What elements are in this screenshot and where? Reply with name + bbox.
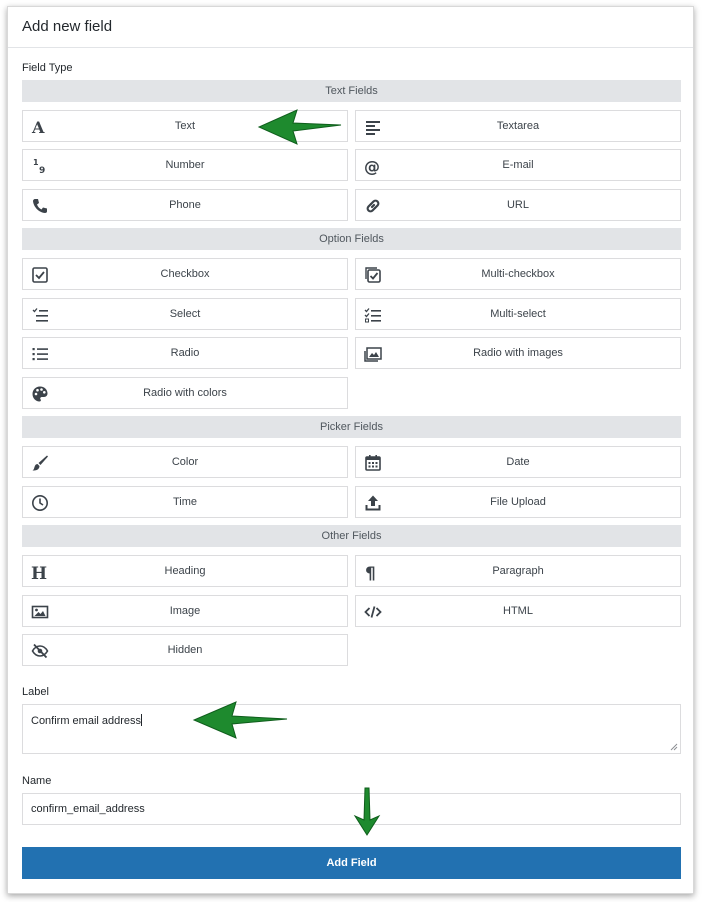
svg-text:@: @ [364, 157, 380, 175]
field-type-label: Date [506, 456, 530, 468]
svg-text:H: H [31, 564, 48, 581]
name-input-value: confirm_email_address [31, 803, 145, 815]
field-type-checkbox-button[interactable] [22, 258, 348, 290]
svg-text:A: A [32, 118, 45, 136]
field-type-label: Radio with colors [143, 387, 227, 399]
field-type-date-button[interactable] [355, 446, 681, 478]
section-other-fields: Other Fields [22, 525, 681, 547]
section-picker-fields: Picker Fields [22, 416, 681, 438]
svg-text:¶: ¶ [365, 564, 376, 581]
field-type-label: Field Type [22, 62, 73, 74]
field-type-label: Hidden [167, 644, 203, 656]
field-type-label: Multi-checkbox [481, 268, 555, 280]
field-type-phone-button[interactable] [22, 189, 348, 221]
section-option-fields: Option Fields [22, 228, 681, 250]
field-type-label: Textarea [496, 120, 540, 132]
field-type-url-button[interactable] [355, 189, 681, 221]
field-type-hidden-button[interactable] [22, 634, 348, 666]
name-field-label: Name [22, 775, 52, 787]
svg-text:9: 9 [39, 166, 46, 175]
text-caret [141, 714, 142, 726]
label-textarea[interactable] [22, 704, 681, 754]
field-type-label: Multi-select [490, 308, 546, 320]
field-type-textarea-button[interactable] [355, 110, 681, 142]
field-type-multi-select-button[interactable] [355, 298, 681, 330]
field-type-label: Color [171, 456, 199, 468]
field-type-label: Time [172, 496, 198, 508]
field-type-number-button[interactable] [22, 149, 348, 181]
label-textarea-value: Confirm email address [31, 715, 142, 727]
field-type-label: File Upload [490, 496, 546, 508]
field-type-label: Phone [169, 199, 201, 211]
resize-grip-icon[interactable] [670, 743, 678, 751]
dialog-header [8, 7, 693, 48]
field-type-time-button[interactable] [22, 486, 348, 518]
field-type-radio-colors-button[interactable] [22, 377, 348, 409]
field-type-label: HTML [503, 605, 533, 617]
field-type-label: Number [165, 159, 205, 171]
field-type-label: Heading [164, 565, 206, 577]
field-type-label: Radio with images [473, 347, 563, 359]
field-type-email-button[interactable] [355, 149, 681, 181]
field-type-color-button[interactable] [22, 446, 348, 478]
field-type-select-button[interactable] [22, 298, 348, 330]
field-type-label: Text [174, 120, 196, 132]
field-type-label: URL [506, 199, 529, 211]
svg-text:1: 1 [33, 158, 39, 167]
field-type-radio-images-button[interactable] [355, 337, 681, 369]
field-type-label: Paragraph [492, 565, 544, 577]
field-type-label: Select [169, 308, 201, 320]
field-type-label: Radio [170, 347, 200, 359]
field-type-image-button[interactable] [22, 595, 348, 627]
field-type-label: E-mail [502, 159, 534, 171]
field-type-multi-checkbox-button[interactable] [355, 258, 681, 290]
add-field-dialog [7, 6, 694, 894]
field-type-radio-button[interactable] [22, 337, 348, 369]
field-type-label: Checkbox [160, 268, 210, 280]
field-type-label: Image [169, 605, 201, 617]
annotation-arrow-down-icon [352, 786, 382, 838]
field-type-heading-button[interactable] [22, 555, 348, 587]
annotation-arrow-left-icon [190, 697, 290, 743]
section-text-fields: Text Fields [22, 80, 681, 102]
field-type-paragraph-button[interactable] [355, 555, 681, 587]
field-type-file-upload-button[interactable] [355, 486, 681, 518]
add-field-button[interactable]: Add Field [22, 847, 681, 879]
annotation-arrow-left-icon [255, 106, 345, 148]
field-type-html-button[interactable] [355, 595, 681, 627]
dialog-title: Add new field [22, 18, 113, 35]
label-field-label: Label [22, 686, 49, 698]
